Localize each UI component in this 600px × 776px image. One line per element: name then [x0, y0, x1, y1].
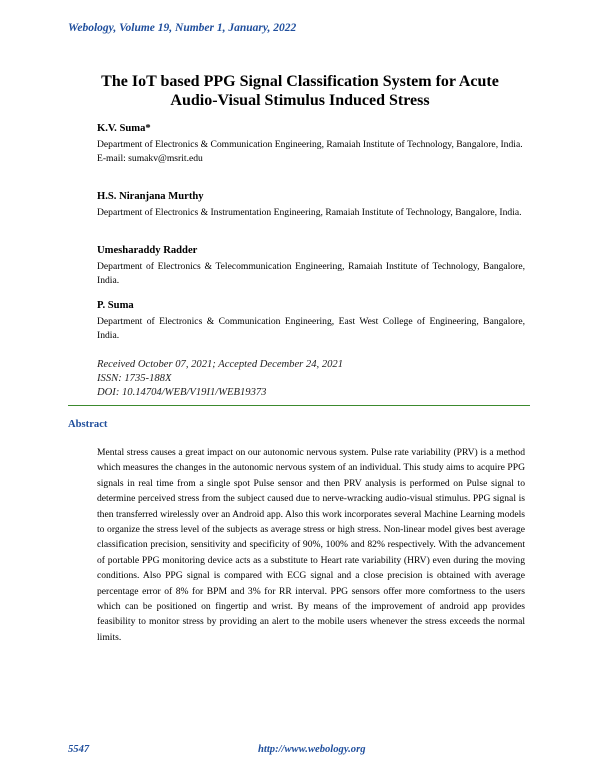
title-line-1: The IoT based PPG Signal Classification System for Acute [101, 73, 499, 90]
author-block-3 [97, 244, 525, 288]
author-name: Umesharaddy Radder [97, 245, 198, 256]
title-line-2: Audio-Visual Stimulus Induced Stress [170, 92, 430, 109]
author-email[interactable]: E-mail: sumakv@msrit.edu [97, 153, 203, 164]
issn: ISSN: 1735-188X [97, 373, 172, 384]
author-affiliation: Department of Electronics & Communication Engineering, Ramaiah Institute of Technology, Bangalore, India. [97, 139, 523, 150]
author-affiliation: Department of Electronics & Instrumentation Engineering, Ramaiah Institute of Technology, Bangalore, India. [97, 207, 522, 218]
abstract-body: Mental stress causes a great impact on our autonomic nervous system. Pulse rate variability (PRV) is a method which measures the changes in the autonomic nervous system of an individual. This study aims to acquire PPG signals in real time from a single spot Pulse sensor and then PRV analysis is performed on Pulse signal to determine perceived stress from the subject caused due to nerve-wracking audio-visual stimulus. PPG signal is then transferred wirelessly over an Android app. Also this work incorporates several Machine Learning models to organize the stress level of the subjects as average stress or high stress. Non-linear model gives best average classification precision, sensitivity and specificity of 90%, 100% and 82% respectively. With the advancement of portable PPG monitoring device acts as a substitute to Heart rate variability (HRV) even during the moving conditions. Also PPG signal is compared with ECG signal and a close precision is obtained with average percentage error of 8% for BPM and 3% for RR interval. PPG sensors offer more comfortness to the users which can be positioned on fingertip and wrist. By means of the improvement of android app provides feasibility to monitor stress by providing an alert to the mobile users whenever the stress exceeds the normal limits. [97, 447, 525, 643]
author-block-2 [97, 190, 525, 220]
paper-title [60, 72, 540, 110]
article-meta [97, 358, 343, 400]
received-dates: Received October 07, 2021; Accepted December 24, 2021 [97, 359, 344, 370]
doi[interactable]: DOI: 10.14704/WEB/V19I1/WEB19373 [97, 387, 267, 398]
author-affiliation: Department of Electronics & Communication Engineering, East West College of Engineering, Bangalore, India. [97, 316, 525, 341]
footer-url[interactable]: http://www.webology.org [258, 744, 366, 755]
author-name: H.S. Niranjana Murthy [97, 191, 204, 202]
author-name: P. Suma [97, 300, 134, 311]
journal-header: Webology, Volume 19, Number 1, January, 2022 [68, 22, 297, 34]
abstract-heading: Abstract [68, 419, 108, 430]
author-block-1 [97, 122, 525, 166]
author-affiliation: Department of Electronics & Telecommunication Engineering, Ramaiah Institute of Technology, Bangalore, India. [97, 261, 525, 286]
author-name: K.V. Suma* [97, 123, 151, 134]
footer-page-number: 5547 [68, 744, 90, 755]
section-divider [68, 405, 530, 406]
author-block-4 [97, 299, 525, 343]
